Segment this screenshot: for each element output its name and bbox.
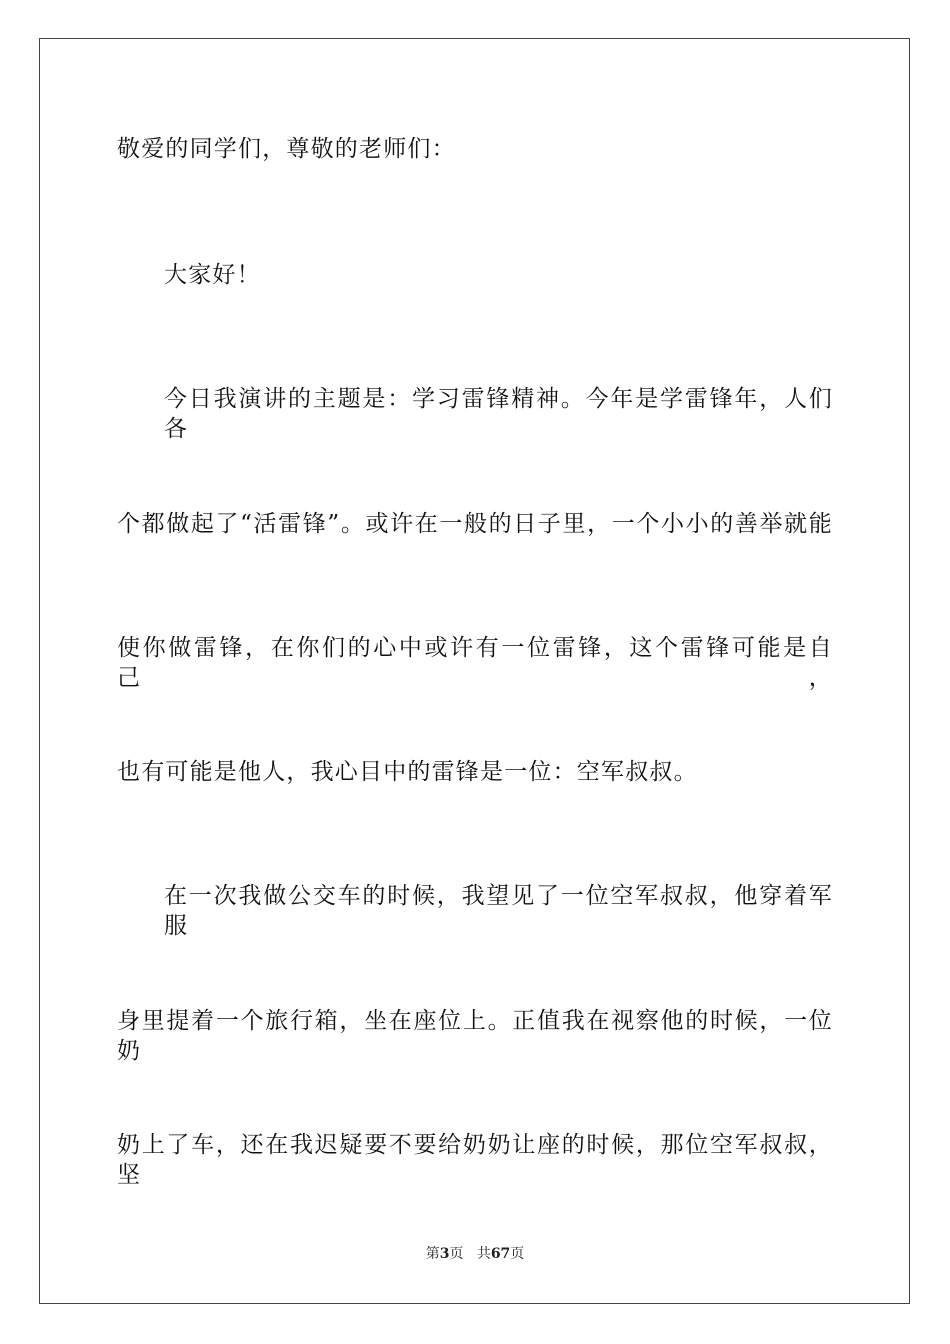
body-line-2: 个都做起了“活雷锋”。或许在一般的日子里，一个小小的善举就能 <box>117 511 833 537</box>
footer-total-prefix: 共 <box>476 1246 491 1262</box>
salutation-line: 敬爱的同学们，尊敬的老师们： <box>117 136 456 162</box>
body-line-1: 今日我演讲的主题是：学习雷锋精神。今年是学雷锋年，人们各 <box>164 386 833 442</box>
body-line-7: 奶上了车，还在我迟疑要不要给奶奶让座的时候，那位空军叔叔，坚 <box>117 1132 833 1188</box>
footer-page-suffix: 页 <box>449 1246 464 1262</box>
body-line-5: 在一次我做公交车的时候，我望见了一位空军叔叔，他穿着军服 <box>164 883 833 939</box>
body-line-6: 身里提着一个旅行箱，坐在座位上。正值我在视察他的时候，一位奶 <box>117 1008 833 1064</box>
body-line-4: 也有可能是他人，我心目中的雷锋是一位：空军叔叔。 <box>117 759 698 785</box>
footer-page-prefix: 第 <box>425 1246 440 1262</box>
body-line-3: 使你做雷锋，在你们的心中或许有一位雷锋，这个雷锋可能是自己， <box>117 635 833 691</box>
footer-total-pages: 67 <box>490 1246 511 1262</box>
footer-total-suffix: 页 <box>510 1246 525 1262</box>
footer-page-number: 3 <box>439 1246 450 1262</box>
greeting-line: 大家好！ <box>164 262 261 288</box>
page-footer <box>0 1245 950 1263</box>
